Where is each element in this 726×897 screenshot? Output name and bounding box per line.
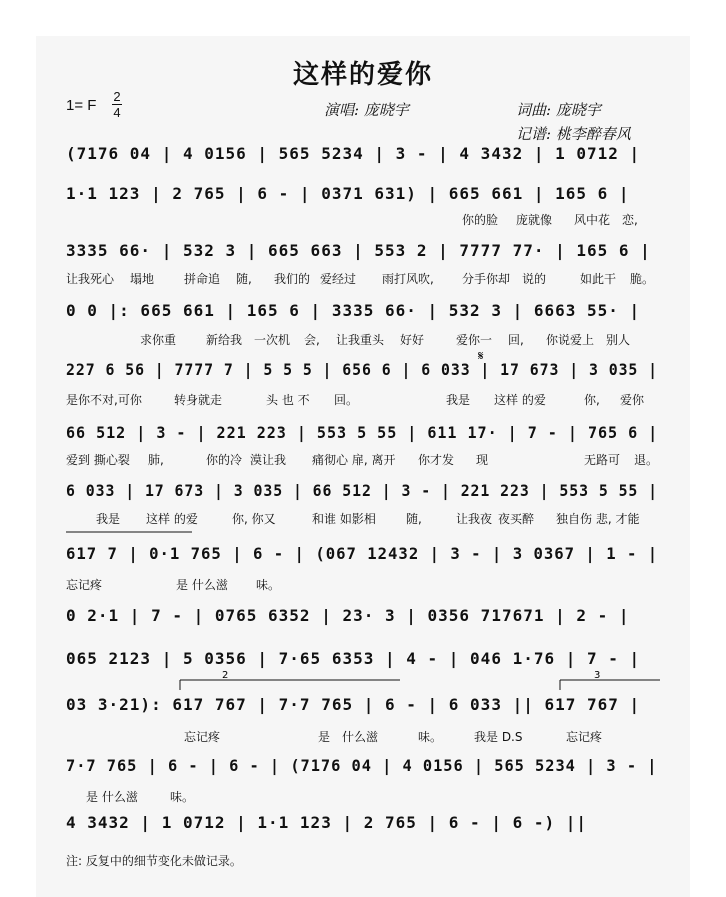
time-top: 2 [113,89,121,104]
lyric-segment: 我们的 [274,272,311,286]
lyric-segment: 头 也 不 [266,393,310,407]
time-bottom: 4 [113,105,121,120]
lyric-segment: 爱到 撕心裂 [66,453,130,467]
lyric-segment: 是 什么滋 [176,578,228,592]
lyric-segment: 拼命追 [184,272,221,286]
song-title: 这样的爱你 [292,60,433,90]
score-line-1: (7176 04 | 4 0156 | 565 5234 | 3 - | 4 3432 | 1 0712 | [66,144,641,163]
lyric-segment: 独自伤 悲, 才能 [556,512,640,526]
lyric-segment: 爱你 [620,393,645,407]
lyric-segment: 我是 [446,393,471,407]
lyric-segment: 风中花 [574,213,611,227]
lyric-segment: 你, 你又 [232,512,276,526]
singer-credit: 演唱: 庞晓宇 [324,101,409,119]
lyric-segment: 味。 [256,578,281,592]
score-line-5: 227 6 56 | 7777 7 | 5 5 5 | 656 6 | 6 033 | 17 673 | 3 035 | [66,360,659,379]
score-line-10: 065 2123 | 5 0356 | 7·65 6353 | 4 - | 046 1·76 | 7 - | [66,649,641,668]
lyric-segment: 漠让我 [250,453,287,467]
score-line-12: 7·7 765 | 6 - | 6 - | (7176 04 | 4 0156 | 565 5234 | 3 - | [66,756,658,775]
lyric-segment: 忘记疼 [566,730,603,744]
lyric-segment: 随, [236,272,252,286]
score-line-8: 617 7 | 0·1 765 | 6 - | (067 12432 | 3 - | 3 0367 | 1 - | [66,544,659,563]
lyric-segment: 和谁 如影相 [312,512,376,526]
transcriber-credit: 记谱: 桃李醉春风 [516,125,631,143]
lyric-segment: 什么滋 [342,730,379,744]
lyric-segment: 爱你一 [456,333,493,347]
lyric-segment: 庞就像 [516,213,553,227]
lyric-segment: 忘记疼 [184,730,221,744]
lyric-segment: 新给我 [206,333,243,347]
lyric-segment: 我是 D.S [474,730,523,744]
score-line-6: 66 512 | 3 - | 221 223 | 553 5 55 | 611 17· | 7 - | 765 6 | [66,423,659,442]
lyric-segment: 说的 [522,272,547,286]
lyric-segment: 回。 [334,393,359,407]
lyric-segment: 吹, [418,272,434,286]
lyric-segment: 这样 的爱 [494,393,546,407]
score-line-13: 4 3432 | 1 0712 | 1·1 123 | 2 765 | 6 - | 6 -) || [66,813,588,832]
lyric-segment: 爱经过 [320,272,357,286]
volta-2-number: 2 [222,670,229,681]
lyric-segment: 我是 [96,512,121,526]
lyric-segment: 肺, [148,453,164,467]
segno-sign: 𝄋 [478,349,484,364]
lyric-segment: 雨打风 [382,272,419,286]
lyric-segment: 你, [584,393,600,407]
lyric-segment: 是你不对,可你 [66,393,142,407]
lyric-segment: 退。 [634,453,659,467]
lyric-segment: 一次机 [254,333,291,347]
lyric-segment: 脆。 [630,272,655,286]
lyric-segment: 你说爱上 [546,333,595,347]
lyric-segment: 痛彻心 扉, 离开 [312,453,396,467]
lyric-segment: 随, [406,512,422,526]
lyric-segment: 味。 [170,790,195,804]
lyric-segment: 转身就走 [174,393,223,407]
lyric-segment: 会, [304,333,320,347]
lyric-segment: 回, [508,333,524,347]
score-line-4: 0 0 |: 665 661 | 165 6 | 3335 66· | 532 3 | 6663 55· | [66,301,641,320]
lyric-segment: 忘记疼 [66,578,103,592]
lyric-segment: 别人 [606,333,631,347]
score-line-3: 3335 66· | 532 3 | 665 663 | 553 2 | 7777 77· | 165 6 | [66,241,651,260]
lyric-segment: 恋, [622,213,638,227]
composer-credit: 词曲: 庞晓宇 [516,101,601,119]
lyric-segment: 现 [476,453,489,467]
lyric-segment: 塌地 [130,272,155,286]
lyric-segment: 你的冷 [206,453,243,467]
lyric-segment: 你才发 [418,453,455,467]
lyric-segment: 好好 [400,333,425,347]
lyric-segment: 让我死心 [66,272,115,286]
lyric-segment: 味。 [418,730,443,744]
lyric-segment: 这样 的爱 [146,512,198,526]
lyric-segment: 是 [318,730,331,744]
footnote: 注: 反复中的细节变化未做记录。 [66,854,242,868]
lyric-segment: 夜买醉 [498,512,535,526]
lyric-segment: 无路可 [584,453,621,467]
score-line-2: 1·1 123 | 2 765 | 6 - | 0371 631) | 665 661 | 165 6 | [66,184,630,203]
volta-3-number: 3 [594,670,601,681]
score-line-11: 03 3·21): 617 767 | 7·7 765 | 6 - | 6 033 || 617 767 | [66,695,641,714]
lyric-segment: 是 什么滋 [86,790,138,804]
lyric-segment: 如此干 [580,272,617,286]
score-line-9: 0 2·1 | 7 - | 0765 6352 | 23· 3 | 0356 717671 | 2 - | [66,606,630,625]
lyric-segment: 你的脸 [462,213,499,227]
score-line-7: 6 033 | 17 673 | 3 035 | 66 512 | 3 - | 221 223 | 553 5 55 | [66,481,659,500]
key-signature: 1= F [66,97,97,114]
lyric-segment: 求你重 [140,333,177,347]
lyric-segment: 让我夜 [456,512,493,526]
lyric-segment: 分手你却 [462,272,511,286]
lyric-segment: 让我重头 [336,333,385,347]
